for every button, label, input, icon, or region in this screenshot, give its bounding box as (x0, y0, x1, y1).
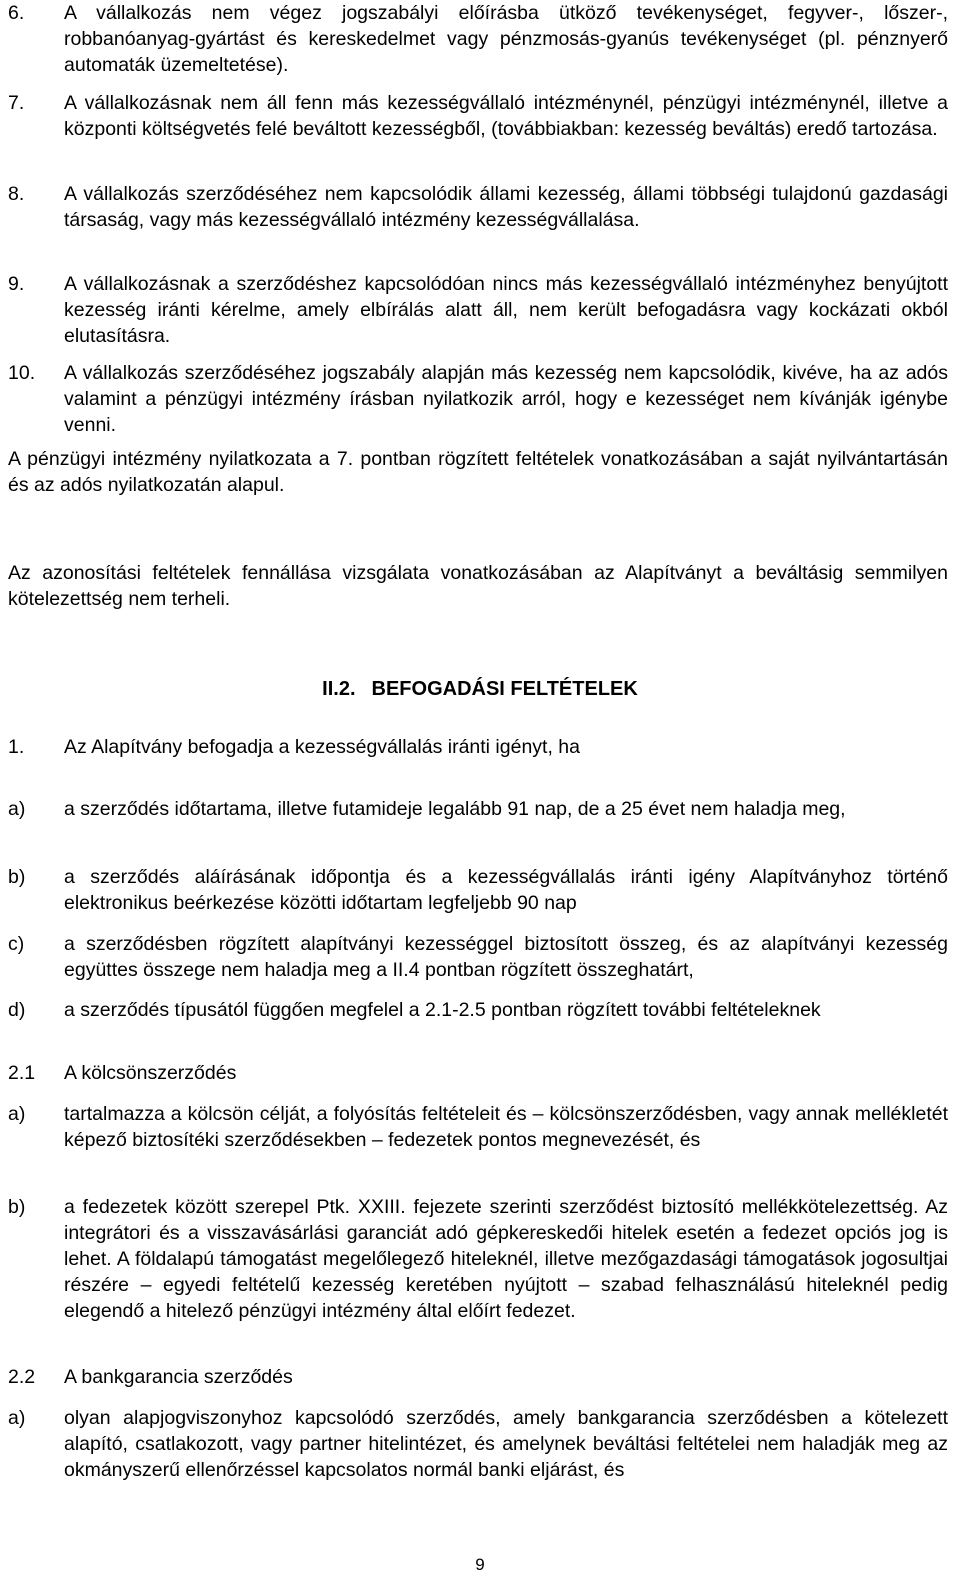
condition-letter: c) (8, 933, 25, 955)
section-title: BEFOGADÁSI FELTÉTELEK (371, 678, 638, 700)
subsection-item (8, 1405, 948, 1483)
item-number: 7. (8, 92, 25, 114)
condition-item (8, 864, 948, 916)
subsection-item (8, 1194, 948, 1324)
condition-item (8, 931, 948, 983)
point-text: Az Alapítvány befogadja a kezességvállalás iránti igényt, ha (64, 736, 580, 758)
section-number: II.2. (322, 678, 356, 700)
subsection-title: A bankgarancia szerződés (64, 1366, 293, 1388)
point-1 (8, 734, 948, 760)
list-item (8, 271, 948, 349)
condition-letter: b) (8, 866, 26, 888)
subsection-item-letter: a) (8, 1103, 26, 1125)
condition-text: a szerződésben rögzített alapítványi kezességgel biztosított összeg, és az alapítványi kezesség együttes összege nem haladja meg a II.4 pontban rögzített összeghatárt, (64, 933, 948, 981)
identification-paragraph: Az azonosítási feltételek fennállása vizsgálata vonatkozásában az Alapítványt a beváltásig semmilyen kötelezettség nem terheli. (8, 562, 948, 610)
condition-letter: a) (8, 798, 26, 820)
list-item (8, 360, 948, 438)
page-number: 9 (475, 1555, 485, 1574)
condition-item (8, 796, 948, 822)
subsection-2-2 (8, 1364, 948, 1390)
subsection-item-text: olyan alapjogviszonyhoz kapcsolódó szerződés, amely bankgarancia szerződésben a kötelezett alapító, csatlakozott, vagy partner hitelintézet, és amelynek beváltási feltételei nem haladják meg az okmányszerű ellenőrzéssel kapcsolatos normál banki eljárást, és (64, 1407, 948, 1481)
statement-paragraph: A pénzügyi intézmény nyilatkozata a 7. pontban rögzített feltételek vonatkozásában a saját nyilvántartásán és az adós nyilatkozatán alapul. (8, 448, 948, 496)
subsection-title: A kölcsönszerződés (64, 1062, 237, 1084)
item-number: 9. (8, 273, 25, 295)
list-item (8, 90, 948, 142)
list-item (8, 0, 948, 78)
condition-text: a szerződés időtartama, illetve futamideje legalább 91 nap, de a 25 évet nem haladja meg, (64, 798, 846, 820)
condition-text: a szerződés aláírásának időpontja és a kezességvállalás iránti igény Alapítványhoz történő elektronikus beérkezése közötti időtartam legfeljebb 90 nap (64, 866, 948, 914)
condition-letter: d) (8, 999, 26, 1021)
subsection-2-1 (8, 1060, 948, 1086)
item-number: 10. (8, 362, 36, 384)
subsection-item-text: tartalmazza a kölcsön célját, a folyósítás feltételeit és – kölcsönszerződésben, vagy annak mellékletét képező biztosítéki szerződésekben – fedezetek pontos megnevezését, és (64, 1103, 948, 1151)
item-number: 8. (8, 183, 25, 205)
list-item (8, 181, 948, 233)
item-text: A vállalkozás szerződéséhez nem kapcsolódik állami kezesség, állami többségi tulajdonú gazdasági társaság, vagy más kezességvállaló intézmény kezességvállalása. (64, 183, 948, 231)
item-text: A vállalkozás nem végez jogszabályi előírásba ütköző tevékenységet, fegyver-, lőszer-, robbanóanyag-gyártást és kereskedelmet vagy pénzmosás-gyanús tevékenységet (pl. pénznyerő automaták üzemeltetése). (64, 2, 948, 76)
item-text: A vállalkozás szerződéséhez jogszabály alapján más kezesség nem kapcsolódik, kivéve, ha az adós valamint a pénzügyi intézmény írásban nyilatkozik arról, hogy e kezességet nem kívánják igénybe venni. (64, 362, 948, 436)
subsection-item (8, 1101, 948, 1153)
subsection-item-letter: a) (8, 1407, 26, 1429)
item-text: A vállalkozásnak a szerződéshez kapcsolódóan nincs más kezességvállaló intézményhez benyújtott kezesség iránti kérelme, amely elbírálás alatt áll, nem került befogadásra vagy kockázati okból elutasításra. (64, 273, 948, 347)
subsection-number: 2.2 (8, 1366, 36, 1388)
condition-text: a szerződés típusától függően megfelel a 2.1-2.5 pontban rögzített további feltételeknek (64, 999, 821, 1021)
item-text: A vállalkozásnak nem áll fenn más kezességvállaló intézménynél, pénzügyi intézménynél, illetve a központi költségvetés felé beváltott kezességből, (továbbiakban: kezesség beváltás) eredő tartozása. (64, 92, 948, 140)
subsection-number: 2.1 (8, 1062, 36, 1084)
subsection-item-letter: b) (8, 1196, 26, 1218)
item-number: 6. (8, 2, 25, 24)
condition-item (8, 997, 948, 1023)
point-number: 1. (8, 736, 25, 758)
section-heading (0, 676, 960, 702)
subsection-item-text: a fedezetek között szerepel Ptk. XXIII. fejezete szerinti szerződést biztosító mellékkötelezettség. Az integrátori és a visszavásárlási garanciát adó gépkereskedői hitelek esetén a fedezet opciós jog is lehet. A földalapú támogatást megelőlegező hiteleknél, illetve mezőgazdasági támogatások jogosultjai részére – egyedi feltételű kezesség keretében nyújtott – szabad felhasználású hiteleknél pedig elegendő a hitelező pénzügyi intézmény által előírt fedezet. (64, 1196, 948, 1322)
